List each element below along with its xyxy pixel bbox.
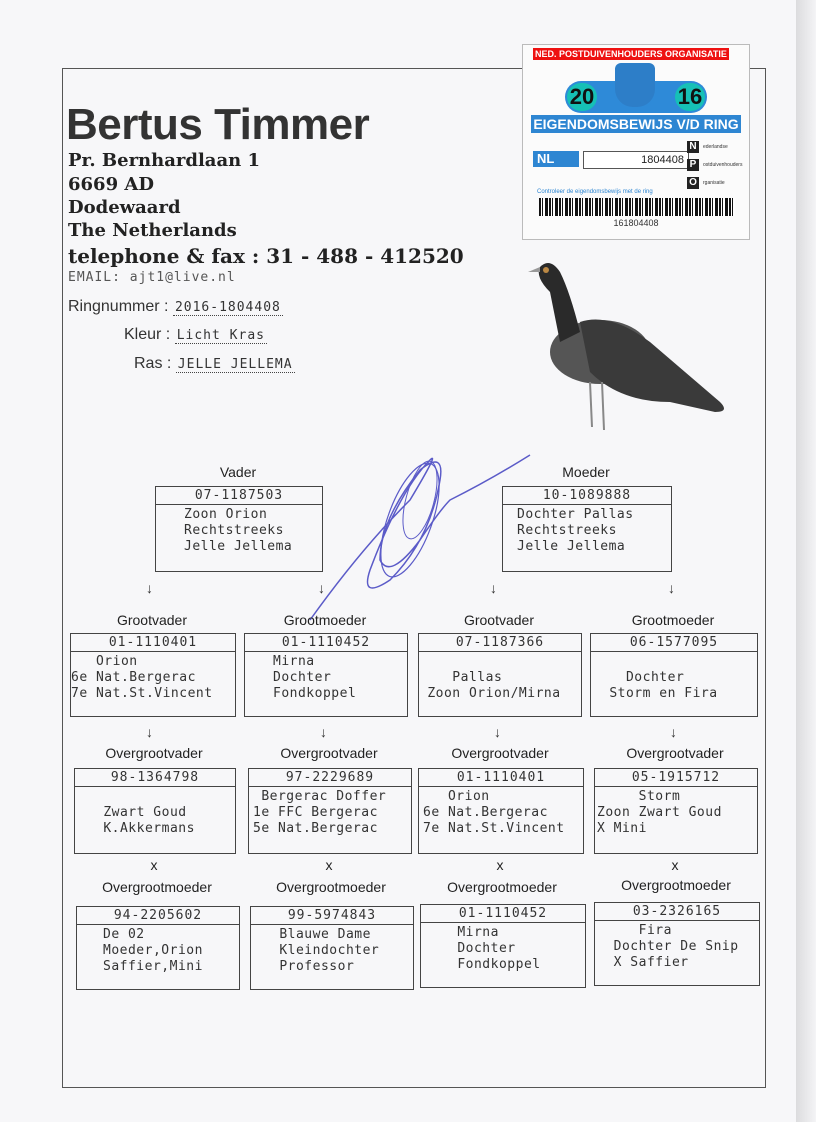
card-banner: EIGENDOMSBEWIJS V/D RING — [531, 115, 741, 133]
coat-of-arms-icon — [615, 63, 655, 107]
great-grandfather-box — [594, 768, 758, 854]
great-grandmother-ring: 99-5974843 — [251, 907, 413, 925]
grandparent-ring: 01-1110401 — [71, 634, 235, 652]
great-grandfather-ring: 97-2229689 — [249, 769, 411, 787]
cross-mark: x — [496, 857, 504, 873]
card-control-text: Controleer de eigendomsbewijs met de ring — [537, 189, 653, 195]
pigeon-photo — [520, 252, 740, 456]
ring-number-row — [68, 298, 283, 316]
arrow-down-icon: ↓ — [146, 724, 153, 740]
great-grandfather-box — [248, 768, 412, 854]
ring-ownership-card — [522, 44, 750, 240]
label-grootvader-1: Grootvader — [116, 612, 188, 628]
card-letter-p: P — [687, 159, 699, 171]
label-overgrootmoeder: Overgrootmoeder — [621, 877, 731, 893]
label-overgrootmoeder: Overgrootmoeder — [447, 879, 557, 895]
label-grootvader-2: Grootvader — [463, 612, 535, 628]
color-value: Licht Kras — [176, 328, 265, 343]
breeder-email: EMAIL: ajt1@live.nl — [68, 270, 236, 285]
card-organisation: NED. POSTDUIVENHOUDERS ORGANISATIE — [535, 49, 727, 59]
breeder-telephone: telephone & fax : 31 - 488 - 412520 — [68, 244, 464, 268]
label-overgrootvader: Overgrootvader — [105, 745, 203, 761]
great-grandfather-text: Bergerac Doffer 1e FFC Bergerac 5e Nat.Bergerac — [253, 789, 387, 836]
label-overgrootvader: Overgrootvader — [451, 745, 549, 761]
card-letter-n: N — [687, 141, 699, 153]
great-grandfather-ring: 98-1364798 — [75, 769, 235, 787]
great-grandmother-text: De 02 Moeder,Orion Saffier,Mini — [103, 927, 203, 974]
great-grandfather-ring: 05-1915712 — [595, 769, 757, 787]
great-grandmother-ring: 01-1110452 — [421, 905, 585, 923]
breeder-street: Pr. Bernhardlaan 1 — [68, 150, 260, 171]
breeder-city: Dodewaard — [68, 197, 181, 218]
great-grandmother-text: Fira Dochter De Snip X Saffier — [613, 923, 739, 970]
grandparent-box — [418, 633, 582, 717]
great-grandfather-text: Zwart Goud K.Akkermans — [103, 805, 195, 836]
grandparent-box — [244, 633, 408, 717]
arrow-down-icon: ↓ — [494, 724, 501, 740]
grandparent-ring: 01-1110452 — [245, 634, 407, 652]
vader-box — [155, 486, 323, 572]
card-text-n: ederlandse — [703, 144, 728, 150]
pigeon-legs — [590, 382, 604, 430]
grandparent-box — [70, 633, 236, 717]
label-overgrootmoeder: Overgrootmoeder — [102, 879, 212, 895]
pigeon-beak — [528, 267, 540, 272]
great-grandmother-box — [594, 902, 760, 986]
vader-text: Zoon Orion Rechtstreeks Jelle Jellema — [184, 507, 293, 554]
label-grootmoeder-1: Grootmoeder — [283, 612, 367, 628]
arrow-down-icon: ↓ — [146, 580, 153, 596]
card-country: NL — [533, 151, 579, 167]
grandparent-text: Pallas Zoon Orion/Mirna — [427, 670, 561, 701]
breeder-postcode: 6669 AD — [68, 174, 154, 195]
great-grandmother-box — [420, 904, 586, 988]
page-edge-shadow — [796, 0, 816, 1122]
breed-label: Ras : — [134, 355, 172, 372]
pigeon-eye — [543, 267, 549, 273]
great-grandfather-text: Orion 6e Nat.Bergerac 7e Nat.St.Vincent — [423, 789, 565, 836]
barcode — [539, 198, 735, 216]
card-text-p: ostduivenhouders — [703, 162, 743, 168]
label-moeder: Moeder — [562, 464, 610, 480]
label-overgrootvader: Overgrootvader — [280, 745, 378, 761]
vader-ring: 07-1187503 — [156, 487, 322, 505]
great-grandfather-ring: 01-1110401 — [419, 769, 583, 787]
grandparent-text: Mirna Dochter Fondkoppel — [273, 654, 357, 701]
great-grandmother-ring: 94-2205602 — [77, 907, 239, 925]
color-row — [124, 326, 267, 344]
card-text-o: rganisatie — [703, 180, 725, 186]
grandparent-ring: 06-1577095 — [591, 634, 757, 652]
moeder-box — [502, 486, 672, 572]
label-grootmoeder-2: Grootmoeder — [631, 612, 715, 628]
pigeon-neck — [539, 263, 580, 342]
arrow-down-icon: ↓ — [670, 724, 677, 740]
pigeon-wing — [580, 320, 724, 413]
label-overgrootvader: Overgrootvader — [626, 745, 724, 761]
ring-number-value: 2016-1804408 — [174, 300, 281, 315]
year-right: 16 — [675, 83, 705, 111]
grandparent-box — [590, 633, 758, 717]
breed-row — [134, 355, 295, 373]
great-grandmother-box — [76, 906, 240, 990]
label-vader: Vader — [219, 464, 257, 480]
cross-mark: x — [325, 857, 333, 873]
cross-mark: x — [150, 857, 158, 873]
great-grandmother-text: Mirna Dochter Fondkoppel — [457, 925, 541, 972]
label-overgrootmoeder: Overgrootmoeder — [276, 879, 386, 895]
color-label: Kleur : — [124, 326, 171, 343]
great-grandmother-text: Blauwe Dame Kleindochter Professor — [279, 927, 380, 974]
ring-number-label: Ringnummer : — [68, 298, 169, 315]
year-left: 20 — [567, 83, 597, 111]
card-letter-o: O — [687, 177, 699, 189]
cross-mark: x — [671, 857, 679, 873]
great-grandmother-box — [250, 906, 414, 990]
moeder-ring: 10-1089888 — [503, 487, 671, 505]
great-grandfather-box — [74, 768, 236, 854]
breed-value: JELLE JELLEMA — [177, 357, 293, 372]
barcode-number: 161804408 — [613, 218, 659, 228]
grandparent-text: Dochter Storm en Fira — [609, 670, 718, 701]
card-ring-number: 1804408 — [583, 151, 689, 169]
grandparent-ring: 07-1187366 — [419, 634, 581, 652]
great-grandmother-ring: 03-2326165 — [595, 903, 759, 921]
great-grandfather-box — [418, 768, 584, 854]
great-grandfather-text: Storm Zoon Zwart Goud X Mini — [597, 789, 722, 836]
breeder-country: The Netherlands — [68, 220, 237, 241]
arrow-down-icon: ↓ — [320, 724, 327, 740]
arrow-down-icon: ↓ — [668, 580, 675, 596]
arrow-down-icon: ↓ — [318, 580, 325, 596]
grandparent-text: Orion 6e Nat.Bergerac 7e Nat.St.Vincent — [71, 654, 213, 701]
breeder-name: Bertus Timmer — [66, 100, 370, 149]
moeder-text: Dochter Pallas Rechtstreeks Jelle Jellema — [517, 507, 634, 554]
arrow-down-icon: ↓ — [490, 580, 497, 596]
